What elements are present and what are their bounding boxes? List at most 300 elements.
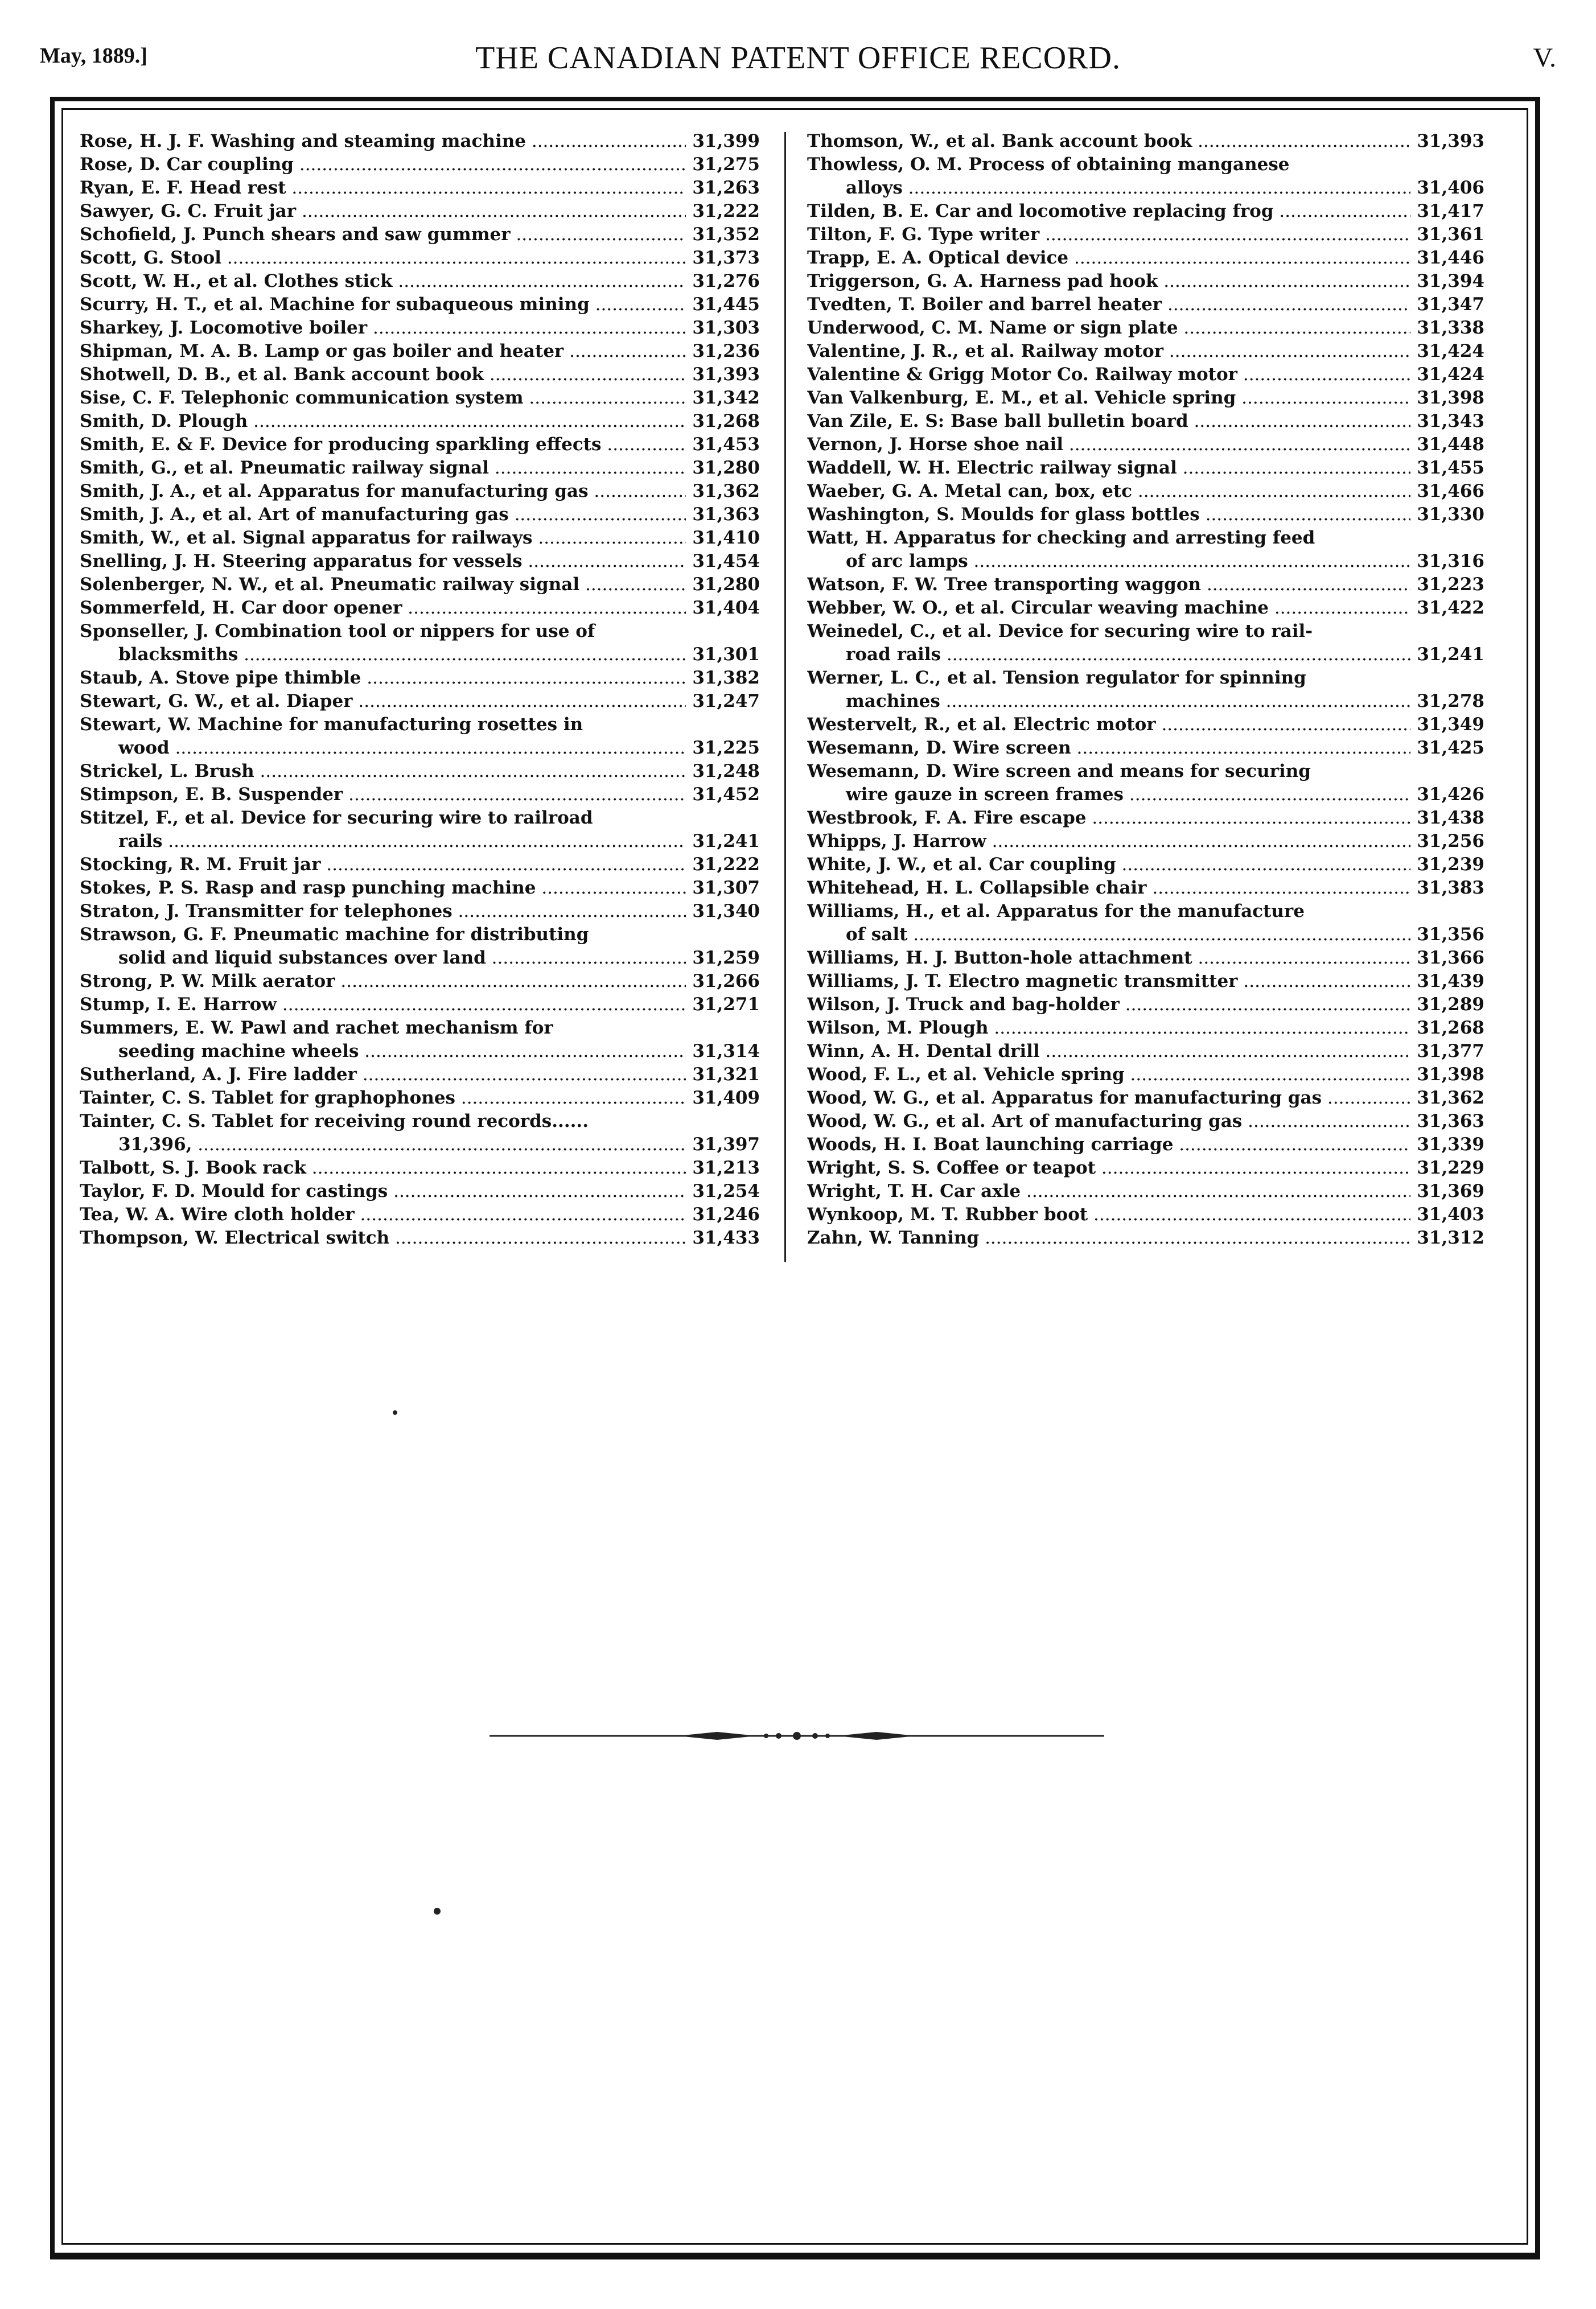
patent-number: 31,278 xyxy=(1417,691,1484,711)
entry-line xyxy=(807,1156,1484,1180)
index-entry xyxy=(80,270,760,293)
entry-text: Sommerfeld, H. Car door opener ..... xyxy=(80,596,686,620)
entry-line xyxy=(80,526,760,550)
page-number: V. xyxy=(1533,43,1556,73)
entry-line xyxy=(807,270,1484,293)
patent-number: 31,366 xyxy=(1417,948,1484,968)
entry-text: Sharkey, J. Locomotive boiler ..... xyxy=(80,316,686,340)
patent-number: 31,340 xyxy=(692,901,760,921)
entry-text: Staub, A. Stove pipe thimble ..... xyxy=(80,666,686,690)
index-entry xyxy=(80,853,760,876)
entry-text: Williams, H., et al. Apparatus for the manufacture xyxy=(807,901,1305,921)
patent-number: 31,404 xyxy=(692,598,760,618)
index-entry xyxy=(80,1016,760,1063)
entry-text: Strawson, G. F. Pneumatic machine for distributing xyxy=(80,924,589,945)
index-entry xyxy=(807,1016,1484,1040)
index-entry xyxy=(807,620,1484,666)
patent-number: 31,453 xyxy=(692,434,760,455)
index-entry xyxy=(807,456,1484,480)
entry-text: Scott, W. H., et al. Clothes stick ..... xyxy=(80,270,686,293)
patent-number: 31,236 xyxy=(692,341,760,361)
index-entry xyxy=(807,806,1484,830)
index-entry xyxy=(807,876,1484,900)
patent-number: 31,254 xyxy=(692,1181,760,1201)
entry-text-line xyxy=(80,713,760,736)
entry-text: Smith, D. Plough ..... xyxy=(80,410,686,433)
patent-number: 31,259 xyxy=(692,948,760,968)
ornament-divider xyxy=(490,1724,1104,1747)
entry-text: machines ..... xyxy=(807,690,1410,713)
entry-text: Washington, S. Moulds for glass bottles ..... xyxy=(807,503,1410,526)
entry-line xyxy=(80,386,760,410)
entry-text: Stocking, R. M. Fruit jar ..... xyxy=(80,853,686,876)
entry-text: Smith, E. & F. Device for producing sparkling effects ..... xyxy=(80,433,686,456)
index-entry xyxy=(80,713,760,760)
ink-speck xyxy=(434,1908,441,1915)
patent-number: 31,314 xyxy=(692,1041,760,1061)
index-entry xyxy=(80,433,760,456)
entry-text-line xyxy=(80,806,760,830)
entry-line xyxy=(807,1016,1484,1040)
index-entry xyxy=(80,1180,760,1203)
entry-text: Stump, I. E. Harrow ..... xyxy=(80,993,686,1016)
entry-line xyxy=(80,736,760,760)
entry-line xyxy=(807,433,1484,456)
entry-line xyxy=(807,456,1484,480)
entry-line xyxy=(807,690,1484,713)
entry-text-line xyxy=(807,526,1484,550)
index-entry xyxy=(807,223,1484,246)
patent-number: 31,241 xyxy=(692,831,760,851)
entry-text: Talbott, S. J. Book rack ..... xyxy=(80,1156,686,1180)
index-entry xyxy=(80,690,760,713)
index-entry xyxy=(80,900,760,923)
entry-text: Scott, G. Stool ..... xyxy=(80,246,686,270)
entry-text-line xyxy=(807,760,1484,783)
entry-line xyxy=(80,853,760,876)
entry-line xyxy=(80,503,760,526)
entry-text: Weinedel, C., et al. Device for securing wire to rail- xyxy=(807,621,1313,641)
entry-text: Scurry, H. T., et al. Machine for subaqueous mining ..... xyxy=(80,293,686,316)
patent-number: 31,377 xyxy=(1417,1041,1484,1061)
patent-number: 31,373 xyxy=(692,248,760,268)
index-entry xyxy=(807,993,1484,1016)
entry-text: Tainter, C. S. Tablet for receiving round records...... xyxy=(80,1111,589,1131)
patent-number: 31,466 xyxy=(1417,481,1484,501)
patent-number: 31,397 xyxy=(692,1134,760,1155)
entry-text: Stewart, G. W., et al. Diaper ..... xyxy=(80,690,686,713)
entry-line xyxy=(807,410,1484,433)
entry-text-line xyxy=(80,1110,760,1133)
entry-text: Wesemann, D. Wire screen and means for securing xyxy=(807,761,1311,781)
index-entry xyxy=(80,386,760,410)
patent-number: 31,446 xyxy=(1417,248,1484,268)
patent-number: 31,394 xyxy=(1417,271,1484,291)
patent-number: 31,393 xyxy=(1417,131,1484,151)
entry-line xyxy=(80,456,760,480)
index-entry xyxy=(80,550,760,573)
index-entry xyxy=(80,970,760,993)
entry-text: Van Valkenburg, E. M., et al. Vehicle spring ..... xyxy=(807,386,1410,410)
entry-line xyxy=(807,806,1484,830)
entry-text: Tilden, B. E. Car and locomotive replacing frog ..... xyxy=(807,200,1410,223)
entry-text: Ryan, E. F. Head rest ..... xyxy=(80,176,686,200)
patent-number: 31,246 xyxy=(692,1204,760,1225)
entry-line xyxy=(80,1180,760,1203)
index-entry xyxy=(807,666,1484,713)
entry-line xyxy=(80,246,760,270)
patent-number: 31,263 xyxy=(692,178,760,198)
entry-text: Taylor, F. D. Mould for castings ..... xyxy=(80,1180,686,1203)
entry-text-line xyxy=(80,1016,760,1040)
entry-line xyxy=(807,713,1484,736)
index-entry xyxy=(807,1133,1484,1156)
entry-text: Wynkoop, M. T. Rubber boot ..... xyxy=(807,1203,1410,1226)
entry-text: Solenberger, N. W., et al. Pneumatic railway signal ..... xyxy=(80,573,686,596)
patent-number: 31,393 xyxy=(692,364,760,385)
entry-text: seeding machine wheels ..... xyxy=(80,1040,686,1063)
index-entry xyxy=(807,1226,1484,1250)
index-entry xyxy=(807,1040,1484,1063)
entry-line xyxy=(807,1063,1484,1086)
index-entry xyxy=(80,573,760,596)
entry-text: wood ..... xyxy=(80,736,686,760)
entry-line xyxy=(80,783,760,806)
entry-line xyxy=(807,1203,1484,1226)
entry-text: Smith, G., et al. Pneumatic railway signal ..... xyxy=(80,456,686,480)
patent-number: 31,398 xyxy=(1417,1064,1484,1085)
index-entry xyxy=(80,806,760,853)
index-entry xyxy=(807,293,1484,316)
patent-number: 31,276 xyxy=(692,271,760,291)
entry-line xyxy=(807,830,1484,853)
entry-text: Wilson, M. Plough ..... xyxy=(807,1016,1410,1040)
patent-number: 31,338 xyxy=(1417,318,1484,338)
patent-number: 31,399 xyxy=(692,131,760,151)
entry-text: Snelling, J. H. Steering apparatus for vessels ..... xyxy=(80,550,686,573)
entry-line xyxy=(807,643,1484,666)
entry-line xyxy=(80,270,760,293)
entry-text: Stimpson, E. B. Suspender ..... xyxy=(80,783,686,806)
entry-line xyxy=(807,1180,1484,1203)
index-entry xyxy=(80,1086,760,1110)
entry-line xyxy=(807,363,1484,386)
index-entry xyxy=(807,1110,1484,1133)
entry-text: Waeber, G. A. Metal can, box, etc ..... xyxy=(807,480,1410,503)
patent-number: 31,222 xyxy=(692,854,760,875)
patent-number: 31,417 xyxy=(1417,201,1484,221)
entry-line xyxy=(807,386,1484,410)
entry-line xyxy=(80,573,760,596)
entry-line xyxy=(807,1040,1484,1063)
index-entry xyxy=(80,1156,760,1180)
entry-text: Tea, W. A. Wire cloth holder ..... xyxy=(80,1203,686,1226)
entry-text: solid and liquid substances over land ..... xyxy=(80,946,686,970)
entry-text: alloys ..... xyxy=(807,176,1410,200)
patent-number: 31,225 xyxy=(692,738,760,758)
page-header xyxy=(40,40,1556,91)
entry-line xyxy=(807,1110,1484,1133)
index-entry xyxy=(80,666,760,690)
entry-line xyxy=(807,246,1484,270)
index-entry xyxy=(807,433,1484,456)
entry-text: Rose, H. J. F. Washing and steaming machine ..... xyxy=(80,130,686,153)
patent-number: 31,229 xyxy=(1417,1158,1484,1178)
entry-line xyxy=(80,550,760,573)
entry-line xyxy=(80,1133,760,1156)
index-entry xyxy=(807,900,1484,946)
entry-line xyxy=(80,1226,760,1250)
index-entry xyxy=(80,1110,760,1156)
entry-line xyxy=(80,830,760,853)
entry-line xyxy=(80,130,760,153)
patent-number: 31,445 xyxy=(692,294,760,315)
patent-number: 31,362 xyxy=(692,481,760,501)
entry-line xyxy=(807,946,1484,970)
entry-text: Underwood, C. M. Name or sign plate ..... xyxy=(807,316,1410,340)
entry-text: Valentine, J. R., et al. Railway motor ..... xyxy=(807,340,1410,363)
entry-text: Tainter, C. S. Tablet for graphophones ..... xyxy=(80,1086,686,1110)
index-entry xyxy=(807,386,1484,410)
index-entry xyxy=(80,596,760,620)
index-entry xyxy=(80,456,760,480)
entry-text: Vernon, J. Horse shoe nail ..... xyxy=(807,433,1410,456)
patent-number: 31,454 xyxy=(692,551,760,571)
entry-text: Wright, S. S. Coffee or teapot ..... xyxy=(807,1156,1410,1180)
index-entry xyxy=(807,246,1484,270)
patent-number: 31,275 xyxy=(692,154,760,175)
entry-line xyxy=(80,1086,760,1110)
entry-text: Shipman, M. A. B. Lamp or gas boiler and heater ..... xyxy=(80,340,686,363)
patent-number: 31,222 xyxy=(692,201,760,221)
entry-text: Watt, H. Apparatus for checking and arresting feed xyxy=(807,528,1315,548)
entry-text: Watson, F. W. Tree transporting waggon ..... xyxy=(807,573,1410,596)
patent-number: 31,356 xyxy=(1417,924,1484,945)
index-entry xyxy=(80,363,760,386)
index-entry xyxy=(807,853,1484,876)
patent-number: 31,271 xyxy=(692,994,760,1015)
index-entry xyxy=(80,200,760,223)
entry-text: of salt ..... xyxy=(807,923,1410,946)
patent-number: 31,439 xyxy=(1417,971,1484,991)
entry-line xyxy=(807,293,1484,316)
entry-line xyxy=(80,666,760,690)
entry-text: Schofield, J. Punch shears and saw gummer ..... xyxy=(80,223,686,246)
entry-line xyxy=(807,970,1484,993)
patent-number: 31,382 xyxy=(692,668,760,688)
index-entry xyxy=(807,760,1484,806)
index-entry xyxy=(80,340,760,363)
entry-text: Summers, E. W. Pawl and rachet mechanism for xyxy=(80,1018,553,1038)
patent-number: 31,330 xyxy=(1417,504,1484,525)
index-entry xyxy=(807,573,1484,596)
index-entry xyxy=(80,760,760,783)
entry-text: blacksmiths ..... xyxy=(80,643,686,666)
patent-number: 31,339 xyxy=(1417,1134,1484,1155)
index-entry xyxy=(807,316,1484,340)
index-entry xyxy=(807,946,1484,970)
entry-text: Sise, C. F. Telephonic communication system ..... xyxy=(80,386,686,410)
patent-number: 31,363 xyxy=(1417,1111,1484,1131)
index-entry xyxy=(807,1063,1484,1086)
entry-line xyxy=(807,550,1484,573)
patent-number: 31,223 xyxy=(1417,574,1484,595)
entry-line xyxy=(80,316,760,340)
entry-text: of arc lamps ..... xyxy=(807,550,1410,573)
index-entry xyxy=(807,200,1484,223)
index-entry xyxy=(80,316,760,340)
patent-number: 31,303 xyxy=(692,318,760,338)
entry-text: Shotwell, D. B., et al. Bank account book ..... xyxy=(80,363,686,386)
entry-line xyxy=(80,643,760,666)
patent-number: 31,266 xyxy=(692,971,760,991)
patent-number: 31,426 xyxy=(1417,784,1484,805)
patent-number: 31,448 xyxy=(1417,434,1484,455)
index-entry xyxy=(807,503,1484,526)
patent-number: 31,438 xyxy=(1417,808,1484,828)
patent-number: 31,280 xyxy=(692,574,760,595)
patent-number: 31,424 xyxy=(1417,364,1484,385)
index-entry xyxy=(80,993,760,1016)
entry-line xyxy=(807,316,1484,340)
entry-line xyxy=(80,433,760,456)
entry-text: wire gauze in screen frames ..... xyxy=(807,783,1410,806)
index-entry xyxy=(807,526,1484,573)
entry-text: Woods, H. I. Boat launching carriage ..... xyxy=(807,1133,1410,1156)
entry-text-line xyxy=(807,900,1484,923)
entry-text: Webber, W. O., et al. Circular weaving machine ..... xyxy=(807,596,1410,620)
entry-text: Thowless, O. M. Process of obtaining manganese xyxy=(807,154,1290,175)
entry-line xyxy=(80,223,760,246)
patent-number: 31,239 xyxy=(1417,854,1484,875)
entry-text: Zahn, W. Tanning ..... xyxy=(807,1226,1410,1250)
entry-text: Stokes, P. S. Rasp and rasp punching machine ..... xyxy=(80,876,686,900)
index-entry xyxy=(807,830,1484,853)
index-entry xyxy=(807,270,1484,293)
entry-line xyxy=(807,876,1484,900)
index-entry xyxy=(807,596,1484,620)
entry-line xyxy=(80,1040,760,1063)
column-divider xyxy=(784,132,786,1262)
entry-line xyxy=(80,293,760,316)
entry-line xyxy=(807,736,1484,760)
entry-text: Strong, P. W. Milk aerator ..... xyxy=(80,970,686,993)
entry-text: Williams, H. J. Button-hole attachment ..... xyxy=(807,946,1410,970)
issue-date: May, 1889.] xyxy=(40,44,147,68)
index-entry xyxy=(80,526,760,550)
entry-text: Williams, J. T. Electro magnetic transmitter ..... xyxy=(807,970,1410,993)
entry-line xyxy=(807,176,1484,200)
index-entry xyxy=(80,1203,760,1226)
entry-text: Smith, J. A., et al. Apparatus for manufacturing gas ..... xyxy=(80,480,686,503)
entry-text: Sawyer, G. C. Fruit jar ..... xyxy=(80,200,686,223)
entry-text: Westbrook, F. A. Fire escape ..... xyxy=(807,806,1410,830)
entry-line xyxy=(80,690,760,713)
entry-text: Van Zile, E. S: Base ball bulletin board ..... xyxy=(807,410,1410,433)
entry-line xyxy=(807,853,1484,876)
entry-text: Thompson, W. Electrical switch ..... xyxy=(80,1226,686,1250)
entry-line xyxy=(807,1226,1484,1250)
entry-line xyxy=(80,1156,760,1180)
entry-line xyxy=(80,410,760,433)
entry-line xyxy=(80,596,760,620)
patent-number: 31,312 xyxy=(1417,1228,1484,1248)
entry-line xyxy=(80,900,760,923)
patent-number: 31,316 xyxy=(1417,551,1484,571)
entry-line xyxy=(807,923,1484,946)
index-entry xyxy=(807,153,1484,200)
index-entry xyxy=(80,130,760,153)
entry-text: Rose, D. Car coupling ..... xyxy=(80,153,686,176)
entry-text: Strickel, L. Brush ..... xyxy=(80,760,686,783)
patent-number: 31,307 xyxy=(692,878,760,898)
entry-text: 31,396, ..... xyxy=(80,1133,686,1156)
patent-number: 31,289 xyxy=(1417,994,1484,1015)
index-entry xyxy=(807,1203,1484,1226)
patent-number: 31,361 xyxy=(1417,224,1484,245)
index-entry xyxy=(80,503,760,526)
patent-number: 31,347 xyxy=(1417,294,1484,315)
index-entry xyxy=(807,1180,1484,1203)
entry-text: Winn, A. H. Dental drill ..... xyxy=(807,1040,1410,1063)
patent-number: 31,406 xyxy=(1417,178,1484,198)
index-column-left xyxy=(80,130,760,1250)
entry-text: Wood, W. G., et al. Art of manufacturing gas ..... xyxy=(807,1110,1410,1133)
entry-text: Wood, F. L., et al. Vehicle spring ..... xyxy=(807,1063,1410,1086)
patent-number: 31,280 xyxy=(692,458,760,478)
entry-text-line xyxy=(80,923,760,946)
entry-line xyxy=(807,200,1484,223)
entry-text: Smith, W., et al. Signal apparatus for railways ..... xyxy=(80,526,686,550)
index-entry xyxy=(80,176,760,200)
patent-number: 31,352 xyxy=(692,224,760,245)
entry-text: Valentine & Grigg Motor Co. Railway motor ..... xyxy=(807,363,1410,386)
entry-text-line xyxy=(807,666,1484,690)
entry-text: Wesemann, D. Wire screen ..... xyxy=(807,736,1410,760)
index-entry xyxy=(80,480,760,503)
entry-text-line xyxy=(807,620,1484,643)
entry-line xyxy=(807,596,1484,620)
index-entry xyxy=(807,480,1484,503)
patent-number: 31,398 xyxy=(1417,388,1484,408)
index-entry xyxy=(807,970,1484,993)
index-entry xyxy=(807,410,1484,433)
entry-line xyxy=(807,1086,1484,1110)
entry-text: Stitzel, F., et al. Device for securing wire to railroad xyxy=(80,808,593,828)
index-entry xyxy=(80,876,760,900)
patent-number: 31,268 xyxy=(1417,1018,1484,1038)
entry-line xyxy=(807,130,1484,153)
entry-text: Sponseller, J. Combination tool or nippers for use of xyxy=(80,621,595,641)
index-entry xyxy=(807,1156,1484,1180)
patent-number: 31,256 xyxy=(1417,831,1484,851)
entry-line xyxy=(80,200,760,223)
ink-speck xyxy=(393,1410,397,1415)
entry-text: Smith, J. A., et al. Art of manufacturing gas ..... xyxy=(80,503,686,526)
entry-text: Whipps, J. Harrow ..... xyxy=(807,830,1410,853)
index-entry xyxy=(80,410,760,433)
entry-line xyxy=(807,340,1484,363)
entry-line xyxy=(807,783,1484,806)
index-entry xyxy=(80,293,760,316)
index-entry xyxy=(807,713,1484,736)
patent-number: 31,268 xyxy=(692,411,760,431)
patent-number: 31,363 xyxy=(692,504,760,525)
entry-line xyxy=(807,573,1484,596)
patent-number: 31,301 xyxy=(692,644,760,665)
index-entry xyxy=(80,1226,760,1250)
patent-number: 31,452 xyxy=(692,784,760,805)
